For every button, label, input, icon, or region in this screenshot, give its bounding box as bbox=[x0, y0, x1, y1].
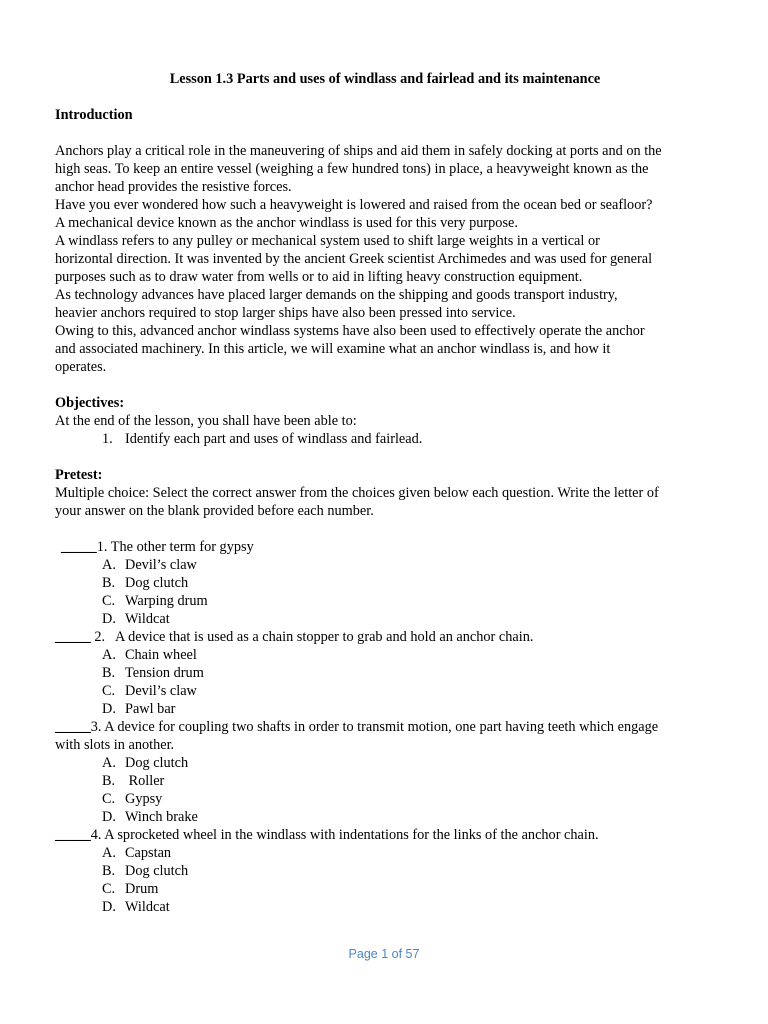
question-stem: 3. A device for coupling two shafts in order to transmit motion, one part having teeth which engage bbox=[90, 719, 659, 735]
document-body bbox=[55, 70, 715, 916]
question bbox=[55, 718, 715, 826]
choice-letter: A. bbox=[102, 647, 116, 663]
introduction-line: and associated machinery. In this article, we will examine what an anchor windlass is, and how it bbox=[55, 341, 611, 357]
pretest-questions bbox=[55, 538, 715, 916]
choice-text: Pawl bar bbox=[125, 701, 176, 717]
choice-letter: A. bbox=[102, 845, 116, 861]
choice-letter: B. bbox=[102, 863, 116, 879]
choice-option bbox=[55, 880, 715, 898]
choice-text: Roller bbox=[125, 773, 165, 789]
choice-text: Winch brake bbox=[125, 809, 198, 825]
objectives-intro: At the end of the lesson, you shall have been able to: bbox=[55, 413, 357, 429]
choice-text: Dog clutch bbox=[125, 575, 189, 591]
choice-option bbox=[55, 556, 715, 574]
choice-letter: D. bbox=[102, 611, 116, 627]
choice-text: Tension drum bbox=[125, 665, 204, 681]
choice-option bbox=[55, 610, 715, 628]
choice-option bbox=[55, 790, 715, 808]
choice-option bbox=[55, 664, 715, 682]
introduction-line: Anchors play a critical role in the maneuvering of ships and aid them in safely docking at ports and on the bbox=[55, 143, 662, 159]
question-stem: 2. A device that is used as a chain stopper to grab and hold an anchor chain. bbox=[90, 629, 534, 645]
question-text bbox=[55, 538, 715, 556]
choice-text: Chain wheel bbox=[125, 647, 197, 663]
choice-option bbox=[55, 844, 715, 862]
choice-letter: C. bbox=[102, 791, 116, 807]
question-text bbox=[55, 736, 715, 754]
answer-blank: _____ bbox=[55, 629, 91, 645]
choice-option bbox=[55, 682, 715, 700]
choice-option bbox=[55, 754, 715, 772]
answer-blank: _____ bbox=[55, 719, 91, 735]
choice-text: Devil’s claw bbox=[125, 683, 197, 699]
answer-blank: _____ bbox=[55, 827, 91, 843]
choice-option bbox=[55, 646, 715, 664]
choice-letter: A. bbox=[102, 755, 116, 771]
introduction-line: anchor head provides the resistive forces. bbox=[55, 179, 292, 195]
pretest-heading: Pretest: bbox=[55, 467, 103, 483]
introduction-line: heavier anchors required to stop larger ships have also been pressed into service. bbox=[55, 305, 516, 321]
choice-letter: B. bbox=[102, 575, 116, 591]
introduction-line: purposes such as to draw water from wells or to aid in lifting heavy construction equipment. bbox=[55, 269, 583, 285]
choice-option bbox=[55, 592, 715, 610]
choice-letter: D. bbox=[102, 701, 116, 717]
question bbox=[55, 538, 715, 628]
choice-letter: C. bbox=[102, 683, 116, 699]
choice-option bbox=[55, 862, 715, 880]
choice-letter: B. bbox=[102, 773, 116, 789]
introduction-line: high seas. To keep an entire vessel (weighing a few hundred tons) in place, a heavyweight known as the bbox=[55, 161, 649, 177]
introduction-line: Owing to this, advanced anchor windlass systems have also been used to effectively operate the anchor bbox=[55, 323, 645, 339]
choice-letter: A. bbox=[102, 557, 116, 573]
choice-text: Dog clutch bbox=[125, 863, 189, 879]
objective-number: 1. bbox=[102, 431, 113, 447]
choice-text: Wildcat bbox=[125, 611, 170, 627]
question-text bbox=[55, 628, 715, 646]
pretest-instruction-line: Multiple choice: Select the correct answer from the choices given below each question. Write the letter of bbox=[55, 485, 659, 501]
choice-text: Wildcat bbox=[125, 899, 170, 915]
introduction-line: Have you ever wondered how such a heavyweight is lowered and raised from the ocean bed or seafloor? bbox=[55, 197, 653, 213]
pretest-instruction-line: your answer on the blank provided before each number. bbox=[55, 503, 374, 519]
choice-letter: B. bbox=[102, 665, 116, 681]
choice-option bbox=[55, 700, 715, 718]
choice-letter: C. bbox=[102, 593, 116, 609]
introduction-line: As technology advances have placed larger demands on the shipping and goods transport industry, bbox=[55, 287, 618, 303]
page-number: Page 1 of 57 bbox=[348, 947, 420, 961]
objectives-heading: Objectives: bbox=[55, 395, 125, 411]
choice-text: Capstan bbox=[125, 845, 172, 861]
introduction-text bbox=[55, 142, 715, 376]
introduction-line: A mechanical device known as the anchor windlass is used for this very purpose. bbox=[55, 215, 518, 231]
pretest-instructions bbox=[55, 484, 715, 520]
choice-option bbox=[55, 772, 715, 790]
introduction-line: operates. bbox=[55, 359, 107, 375]
introduction-heading: Introduction bbox=[55, 107, 133, 123]
objective-text: Identify each part and uses of windlass and fairlead. bbox=[125, 431, 423, 447]
objective-item bbox=[55, 430, 715, 448]
question bbox=[55, 826, 715, 916]
question-stem: 1. The other term for gypsy bbox=[96, 539, 254, 555]
introduction-line: A windlass refers to any pulley or mechanical system used to shift large weights in a vertical or bbox=[55, 233, 600, 249]
choice-letter: C. bbox=[102, 881, 116, 897]
choice-option bbox=[55, 574, 715, 592]
introduction-line: horizontal direction. It was invented by the ancient Greek scientist Archimedes and was used for general bbox=[55, 251, 653, 267]
choice-text: Drum bbox=[125, 881, 159, 897]
objectives-list bbox=[55, 430, 715, 448]
choice-option bbox=[55, 898, 715, 916]
question-stem: with slots in another. bbox=[55, 737, 175, 753]
choice-letter: D. bbox=[102, 899, 116, 915]
choice-letter: D. bbox=[102, 809, 116, 825]
choice-text: Gypsy bbox=[125, 791, 163, 807]
lesson-title: Lesson 1.3 Parts and uses of windlass and fairlead and its maintenance bbox=[169, 71, 601, 87]
answer-blank: _____ bbox=[61, 539, 97, 555]
choice-option bbox=[55, 808, 715, 826]
question-text bbox=[55, 826, 715, 844]
question-stem: 4. A sprocketed wheel in the windlass with indentations for the links of the anchor chain. bbox=[90, 827, 599, 843]
choice-text: Warping drum bbox=[125, 593, 208, 609]
choice-text: Devil’s claw bbox=[125, 557, 197, 573]
question-text bbox=[55, 718, 715, 736]
choice-text: Dog clutch bbox=[125, 755, 189, 771]
question bbox=[55, 628, 715, 718]
